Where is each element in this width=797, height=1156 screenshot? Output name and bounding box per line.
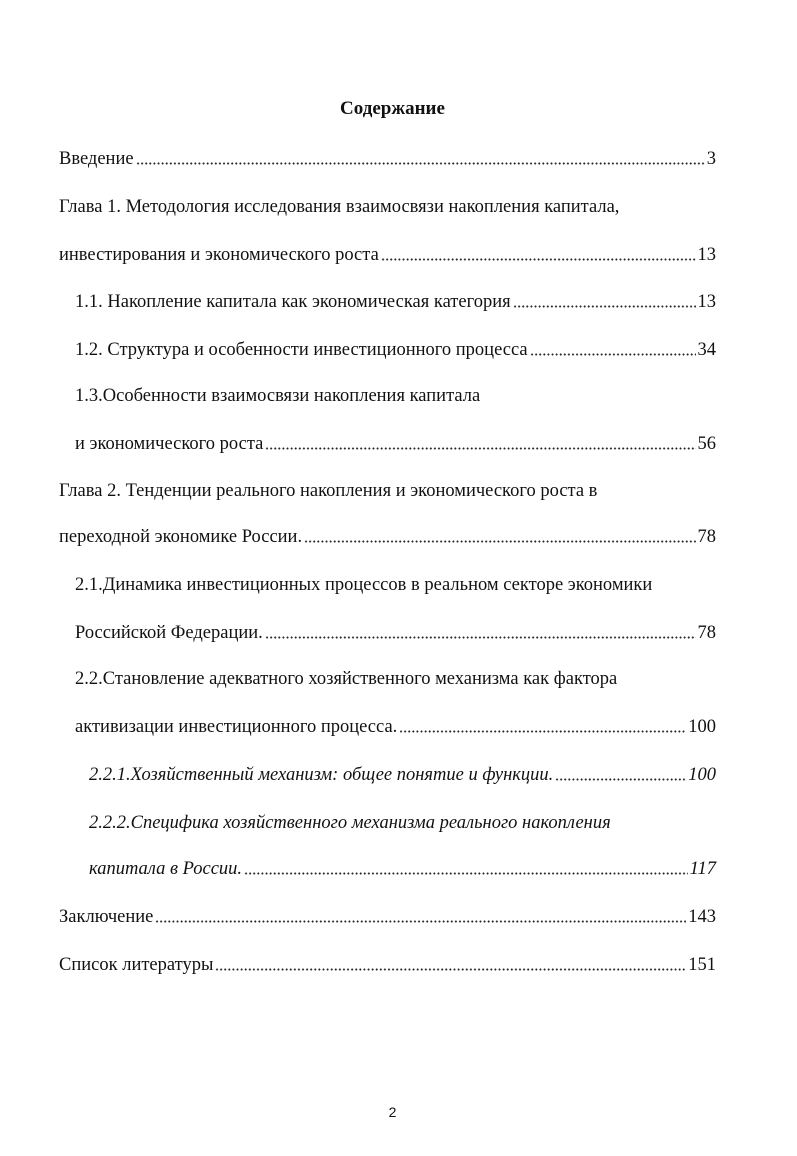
toc-entry-label: 1.3.Особенности взаимосвязи накопления капитала xyxy=(75,386,481,406)
toc-entry-section-1-1 xyxy=(75,289,716,313)
toc-entry-page: 3 xyxy=(706,149,716,169)
dot-leader xyxy=(530,351,696,357)
dot-leader xyxy=(555,776,686,782)
toc-entry-label: переходной экономике России. xyxy=(59,527,303,547)
toc-entry-introduction xyxy=(59,146,716,170)
toc-entry-section-2-2-line-2 xyxy=(75,714,716,738)
toc-entry-section-2-2-2-line-2 xyxy=(89,856,716,880)
toc-entry-label: инвестирования и экономического роста xyxy=(59,245,379,265)
page-number: 2 xyxy=(388,1104,397,1120)
toc-entry-label: 2.1.Динамика инвестиционных процессов в реальном секторе экономики xyxy=(75,575,653,595)
toc-entry-label: 1.1. Накопление капитала как экономическая категория xyxy=(75,292,511,312)
toc-entry-label: Список литературы xyxy=(59,955,214,975)
toc-entry-page: 151 xyxy=(688,955,716,975)
toc-entry-page: 34 xyxy=(697,340,716,360)
toc-entry-section-1-2 xyxy=(75,337,716,361)
toc-entry-page: 117 xyxy=(689,859,716,879)
dot-leader xyxy=(265,634,696,640)
toc-entry-page: 100 xyxy=(688,765,716,785)
dot-leader xyxy=(155,918,686,924)
toc-entry-section-2-2-2-line-1 xyxy=(89,810,611,834)
toc-entry-bibliography xyxy=(59,952,716,976)
toc-entry-chapter-2-line-2 xyxy=(59,524,716,548)
toc-entry-section-1-3-line-2 xyxy=(75,431,716,455)
toc-entry-page: 143 xyxy=(688,907,716,927)
toc-entry-chapter-2-line-1 xyxy=(59,478,597,502)
toc-entry-page: 13 xyxy=(697,292,716,312)
toc-entry-page: 13 xyxy=(697,245,716,265)
toc-entry-page: 56 xyxy=(697,434,716,454)
toc-entry-label: активизации инвестиционного процесса. xyxy=(75,717,398,737)
dot-leader xyxy=(215,966,686,972)
toc-entry-section-2-2-line-1 xyxy=(75,666,617,690)
toc-entry-section-2-2-1 xyxy=(89,762,716,786)
dot-leader xyxy=(265,445,695,451)
toc-entry-label: капитала в России. xyxy=(89,859,243,879)
toc-entry-label: Заключение xyxy=(59,907,154,927)
toc-entry-page: 100 xyxy=(688,717,716,737)
dot-leader xyxy=(399,728,686,734)
toc-entry-label: 2.2.Становление адекватного хозяйственного механизма как фактора xyxy=(75,669,618,689)
toc-entry-chapter-1-line-2 xyxy=(59,242,716,266)
toc-entry-label: Российской Федерации. xyxy=(75,623,263,643)
toc-entry-conclusion xyxy=(59,904,716,928)
toc-entry-label: Глава 1. Методология исследования взаимосвязи накопления капитала, xyxy=(59,197,620,217)
dot-leader xyxy=(244,870,688,876)
toc-entry-label: 1.2. Структура и особенности инвестиционного процесса xyxy=(75,340,528,360)
toc-entry-section-1-3-line-1 xyxy=(75,383,480,407)
dot-leader xyxy=(136,160,705,166)
toc-entry-label: и экономического роста xyxy=(75,434,264,454)
toc-entry-label: 2.2.1.Хозяйственный механизм: общее понятие и функции. xyxy=(89,765,554,785)
toc-entry-page: 78 xyxy=(697,623,716,643)
toc-entry-page: 78 xyxy=(697,527,716,547)
toc-entry-label: 2.2.2.Специфика хозяйственного механизма реального накопления xyxy=(89,813,611,833)
page-title: Содержание xyxy=(340,98,445,119)
toc-entry-label: Глава 2. Тенденции реального накопления и экономического роста в xyxy=(59,481,598,501)
dot-leader xyxy=(304,538,695,544)
toc-entry-label: Введение xyxy=(59,149,134,169)
dot-leader xyxy=(381,256,696,262)
toc-entry-chapter-1-line-1 xyxy=(59,194,619,218)
toc-entry-section-2-1-line-1 xyxy=(75,572,652,596)
toc-entry-section-2-1-line-2 xyxy=(75,620,716,644)
dot-leader xyxy=(513,303,696,309)
